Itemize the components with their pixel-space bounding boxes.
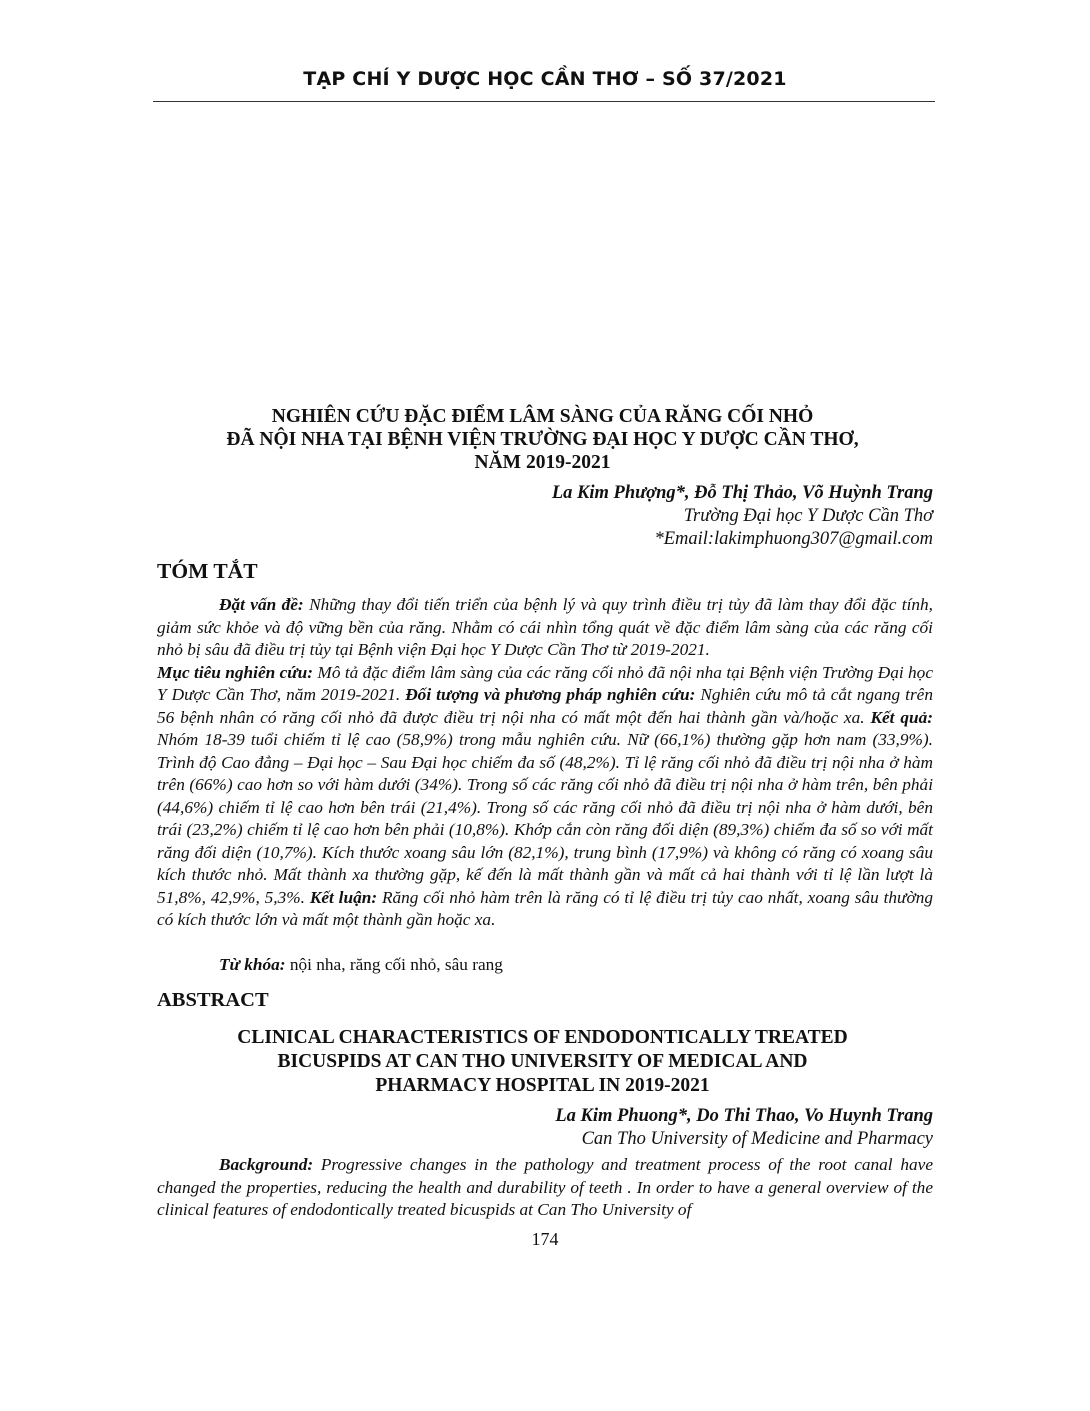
background-text: Những thay đổi tiến triển của bệnh lý và quy trình điều trị tủy đã làm thay đổi đặc tính, giảm sức khỏe và độ vững bền của răng. Nhằm có cái nhìn tổng quát về đặc điểm lâm sàng của các răng cối nhỏ bị sâu đã điều trị tủy tại Bệnh viện Đại học Y Dược Cần Thơ từ 2019-2021.	[157, 595, 933, 659]
affiliation: Trường Đại học Y Dược Cần Thơ	[683, 506, 933, 526]
title-line: PHARMACY HOSPITAL IN 2019-2021	[375, 1075, 710, 1096]
background-label: Background:	[219, 1155, 314, 1174]
article-title-vn	[150, 405, 935, 474]
abstract-paragraph	[157, 1154, 933, 1222]
keywords-label: Từ khóa:	[219, 955, 286, 974]
keywords-line	[219, 955, 503, 975]
header-rule	[153, 101, 935, 102]
keywords-text: nội nha, răng cối nhỏ, sâu rang	[285, 955, 503, 974]
methods-text: Nghiên cứu mô tả cắt ngang trên 56 bệnh nhân có răng cối nhỏ đã được điều trị nội nha có mất một đến hai thành gần và/hoặc xa.	[157, 685, 933, 727]
title-line: NĂM 2019-2021	[474, 452, 611, 473]
background-label: Đặt vấn đề:	[219, 595, 304, 614]
results-text: Nhóm 18-39 tuổi chiếm tỉ lệ cao (58,9%) trong mẫu nghiên cứu. Nữ (66,1%) thường gặp hơn nam (33,9%). Trình độ Cao đẳng – Đại học – Sau Đại học chiếm đa số (48,2%). Tỉ lệ răng cối nhỏ đã điều trị nội nha ở hàm trên (66%) cao hơn so với hàm dưới (34%). Trong số các răng cối nhỏ đã điều trị nội nha ở hàm trên, bên phải (44,6%) chiếm tỉ lệ cao hơn bên trái (21,4%). Trong số các răng cối nhỏ đã điều trị nội nha ở hàm dưới, bên trái (23,2%) chiếm tỉ lệ cao hơn bên phải (10,8%). Khớp cắn còn răng đối diện (89,3%) chiếm đa số so với mất răng đối diện (10,7%). Kích thước xoang sâu lớn (82,1%), trung bình (17,9%) và không có răng có xoang sâu kích thước nhỏ. Mất thành xa thường gặp, kế đến là mất thành gần và mất cả hai thành với tỉ lệ lần lượt là 51,8%, 42,9%, 5,3%.	[157, 730, 933, 907]
author-block-en	[555, 1105, 933, 1151]
summary-heading: TÓM TẮT	[157, 559, 258, 583]
methods-label: Đối tượng và phương pháp nghiên cứu:	[405, 685, 696, 704]
abstract-heading: ABSTRACT	[157, 989, 269, 1011]
author-names: La Kim Phượng*, Đỗ Thị Thảo, Võ Huỳnh Trang	[551, 483, 933, 503]
author-block-vn	[552, 482, 933, 551]
conclusion-text: Răng cối nhỏ hàm trên là răng có tỉ lệ điều trị tủy cao nhất, xoang sâu thường có kích thước lớn và mất một thành gần hoặc xa.	[157, 887, 933, 929]
running-head: TẠP CHÍ Y DƯỢC HỌC CẦN THƠ – SỐ 37/2021	[303, 68, 787, 90]
summary-paragraph	[157, 594, 933, 932]
objective-label: Mục tiêu nghiên cứu:	[157, 662, 314, 682]
background-text: Progressive changes in the pathology and treatment process of the root canal have changed the properties, reducing the health and durability of teeth . In order to have a general overview of the clinical features of endodontically treated bicuspids at Can Tho University of	[157, 1155, 933, 1219]
email-link[interactable]: *Email:lakimphuong307@gmail.com	[654, 529, 933, 549]
conclusion-label: Kết luận:	[309, 887, 378, 907]
page-number: 174	[531, 1229, 559, 1249]
results-label: Kết quả:	[870, 707, 933, 727]
abstract-body	[157, 1154, 933, 1222]
author-names: La Kim Phuong*, Do Thi Thao, Vo Huynh Trang	[555, 1106, 933, 1126]
title-line: CLINICAL CHARACTERISTICS OF ENDODONTICALLY TREATED	[237, 1027, 848, 1048]
article-title-en	[150, 1026, 935, 1098]
objective-text: Mô tả đặc điểm lâm sàng của các răng cối nhỏ đã nội nha tại Bệnh viện Trường Đại học Y Dược Cần Thơ, năm 2019-2021.	[157, 662, 933, 704]
title-line: NGHIÊN CỨU ĐẶC ĐIỂM LÂM SÀNG CỦA RĂNG CỐI NHỎ	[271, 406, 814, 427]
summary-body	[157, 594, 933, 932]
title-line: ĐÃ NỘI NHA TẠI BỆNH VIỆN TRƯỜNG ĐẠI HỌC Y DƯỢC CẦN THƠ,	[226, 429, 859, 450]
affiliation: Can Tho University of Medicine and Pharmacy	[581, 1129, 933, 1149]
title-line: BICUSPIDS AT CAN THO UNIVERSITY OF MEDICAL AND	[277, 1051, 808, 1072]
